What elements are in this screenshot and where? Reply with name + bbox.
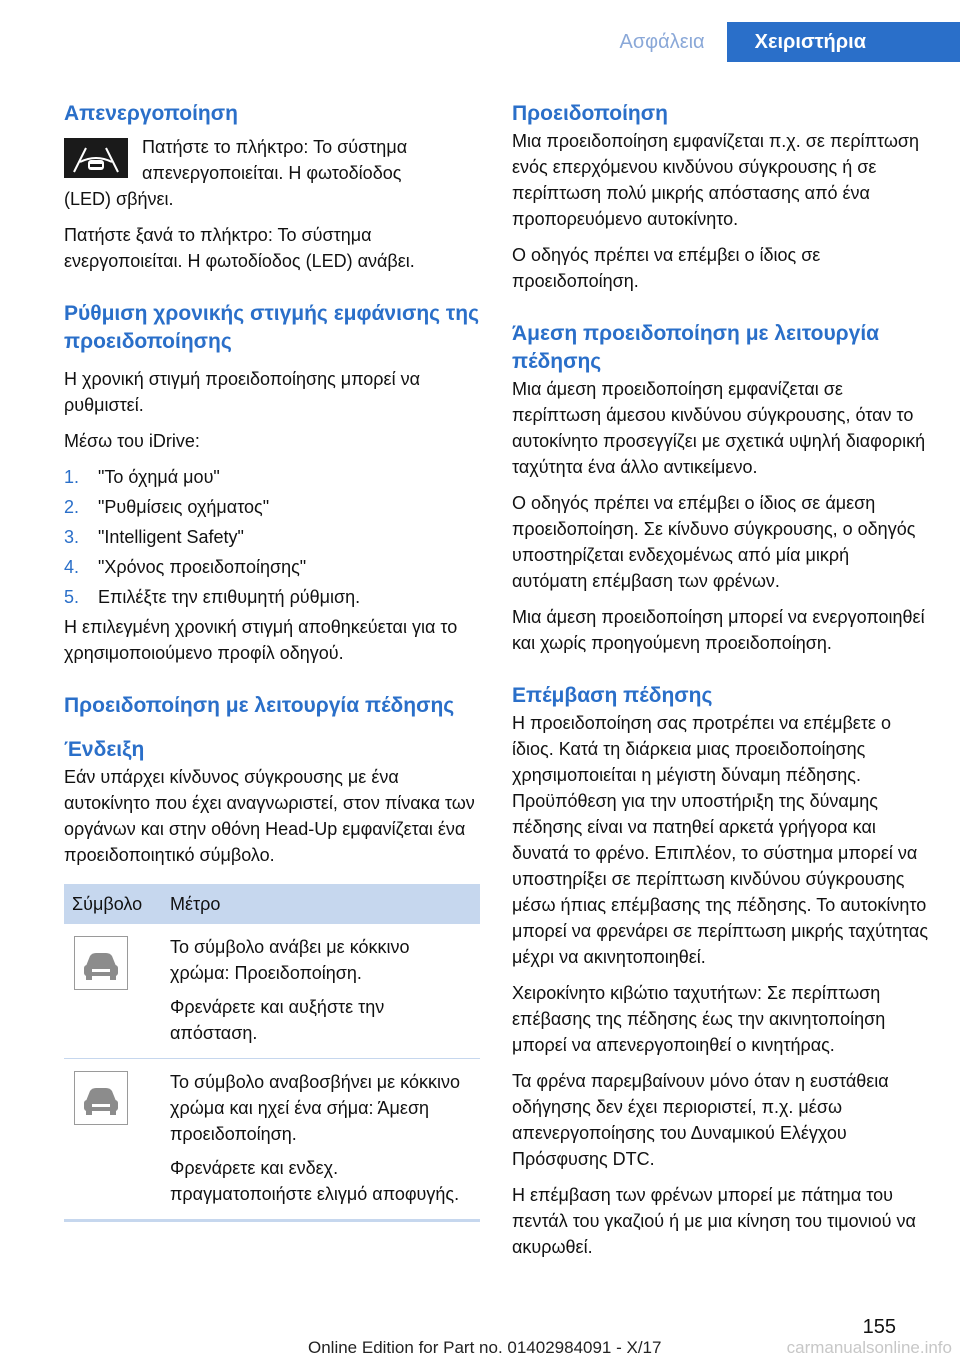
row1-text1: Το σύμβολο ανάβει με κόκκινο χρώμα: Προειδοποίηση. bbox=[170, 937, 410, 983]
warning-heading: Προειδοποίηση bbox=[512, 102, 668, 125]
indication-text: Εάν υπάρχει κίνδυνος σύγκρουσης με ένα αυτοκίνητο που έχει αναγνωριστεί, στον πίνακα των οργάνων και στην οθόνη Head-Up εμφανίζεται ένα προειδοποιητικό σύμβολο. bbox=[64, 767, 475, 865]
deactivation-heading: Απενεργοποίηση bbox=[64, 102, 238, 125]
timing-saved-text: Η επιλεγμένη χρονική στιγμή αποθηκεύεται για το χρησιμοποιούμενο προφίλ οδηγού. bbox=[64, 617, 458, 663]
car-warning-icon bbox=[74, 936, 128, 990]
edition-text: Online Edition for Part no. 01402984091 - X/17 bbox=[308, 1338, 662, 1357]
row1-text2: Φρενάρετε και αυξήστε την απόσταση. bbox=[170, 997, 385, 1043]
list-item: 3. "Intelligent Safety" bbox=[64, 527, 244, 547]
acute-warning-heading: Άμεση προειδοποίηση με λειτουργία πέδησης bbox=[512, 322, 880, 373]
list-item: 1. "Το όχημά μου" bbox=[64, 467, 220, 487]
timing-via: Μέσω του iDrive: bbox=[64, 431, 200, 451]
tab-controls[interactable]: Χειριστήρια bbox=[727, 22, 960, 62]
col-measure-header: Μέτρο bbox=[162, 884, 480, 924]
brake-p4: Η επέμβαση των φρένων μπορεί με πάτημα του πεντάλ του γκαζιού ή με μια κίνηση του τιμονιού να ακυρωθεί. bbox=[512, 1185, 916, 1257]
brake-p3: Τα φρένα παρεμβαίνουν μόνο όταν η ευστάθεια οδήγησης δεν έχει περιοριστεί, π.χ. μέσω απενεργοποίησης του Δυναμικού Ελέγχου Πρόσφυσης DTC. bbox=[512, 1071, 889, 1169]
page-number: 155 bbox=[862, 1316, 896, 1338]
timing-heading: Ρύθμιση χρονικής στιγμής εμφάνισης της προειδοποίησης bbox=[64, 302, 480, 353]
collision-warning-button-icon bbox=[64, 138, 128, 178]
warning-p2: Ο οδηγός πρέπει να επέμβει ο ίδιος σε προειδοποίηση. bbox=[512, 245, 821, 291]
acute-p3: Μια άμεση προειδοποίηση μπορεί να ενεργοποιηθεί και χωρίς προηγούμενη προειδοποίηση. bbox=[512, 607, 925, 653]
col-symbol-header: Σύμβολο bbox=[64, 884, 162, 924]
timing-intro: Η χρονική στιγμή προειδοποίησης μπορεί να ρυθμιστεί. bbox=[64, 369, 420, 415]
table-row bbox=[64, 1059, 480, 1221]
reactivation-text: Πατήστε ξανά το πλήκτρο: Το σύστημα ενεργοποιείται. Η φωτοδίοδος (LED) ανάβει. bbox=[64, 225, 415, 271]
brake-intervention-heading: Επέμβαση πέδησης bbox=[512, 684, 713, 707]
tab-safety[interactable]: Ασφάλεια bbox=[597, 22, 726, 62]
acute-p1: Μια άμεση προειδοποίηση εμφανίζεται σε περίπτωση άμεσου κινδύνου σύγκρουσης, όταν το αυτοκίνητο προσεγγίζει με σχετικά υψηλή διαφορική ταχύτητα ένα άλλο αντικείμενο. bbox=[512, 379, 926, 477]
brake-p1: Η προειδοποίηση σας προτρέπει να επέμβετε ο ίδιος. Κατά τη διάρκεια μιας προειδοποίησης χρησιμοποιείται η μέγιστη δύναμη πέδησης. Προϋπόθεση για την υποστήριξη της δύναμης πέδησης είναι να πατηθεί αρκετά γρήγορα και δυνατά το φρένο. Επιπλέον, το σύστημα μπορεί να υποστηρίξει σε περίπτωση κινδύνου σύγκρουσης μέσω ήπιας επέμβασης της πέδησης. Το αυτοκίνητο μπορεί να φρενάρει σε περίπτωση μικρής ταχύτητας μέχρι να ακινητοποιηθεί. bbox=[512, 713, 928, 967]
header-tabs bbox=[597, 22, 960, 62]
row2-text2: Φρενάρετε και ενδεχ. πραγματοποιήστε ελιγμό αποφυγής. bbox=[170, 1158, 460, 1204]
symbol-table bbox=[64, 884, 480, 1222]
left-column bbox=[64, 100, 480, 1222]
deactivation-icon-text: Πατήστε το πλήκτρο: Το σύστημα απενεργοποιείται. Η φωτοδίοδος bbox=[142, 137, 408, 183]
list-item: 4. "Χρόνος προειδοποίησης" bbox=[64, 557, 307, 577]
page-footer bbox=[0, 1316, 960, 1362]
indication-heading: Ένδειξη bbox=[64, 738, 145, 761]
car-warning-flashing-icon bbox=[74, 1071, 128, 1125]
timing-steps bbox=[64, 464, 480, 610]
deactivation-row bbox=[64, 134, 480, 186]
watermark[interactable]: carmanualsonline.info bbox=[786, 1338, 952, 1357]
row2-text1: Το σύμβολο αναβοσβήνει με κόκκινο χρώμα και ηχεί ένα σήμα: Άμεση προειδοποίηση. bbox=[170, 1072, 460, 1144]
list-item: 2. "Ρυθμίσεις οχήματος" bbox=[64, 497, 270, 517]
warning-p1: Μια προειδοποίηση εμφανίζεται π.χ. σε περίπτωση ενός επερχόμενου κινδύνου σύγκρουσης ή σε περίπτωση πολύ μικρής απόστασης από ένα προπορευόμενο αυτοκίνητο. bbox=[512, 131, 920, 229]
list-item: 5. Επιλέξτε την επιθυμητή ρύθμιση. bbox=[64, 587, 361, 607]
brake-warning-heading: Προειδοποίηση με λειτουργία πέδησης bbox=[64, 694, 455, 717]
brake-p2: Χειροκίνητο κιβώτιο ταχυτήτων: Σε περίπτωση επέβασης της πέδησης έως την ακινητοποίηση μπορεί να απενεργοποιηθεί ο κινητήρας. bbox=[512, 983, 886, 1055]
table-row bbox=[64, 924, 480, 1059]
right-column bbox=[512, 100, 928, 1260]
deactivation-led-text: (LED) σβήνει. bbox=[64, 189, 174, 209]
acute-p2: Ο οδηγός πρέπει να επέμβει ο ίδιος σε άμεση προειδοποίηση. Σε κίνδυνο σύγκρουσης, ο οδηγός υποστηρίζεται ενδεχομένως από μία μικρή αυτόματη επέμβαση των φρένων. bbox=[512, 493, 916, 591]
